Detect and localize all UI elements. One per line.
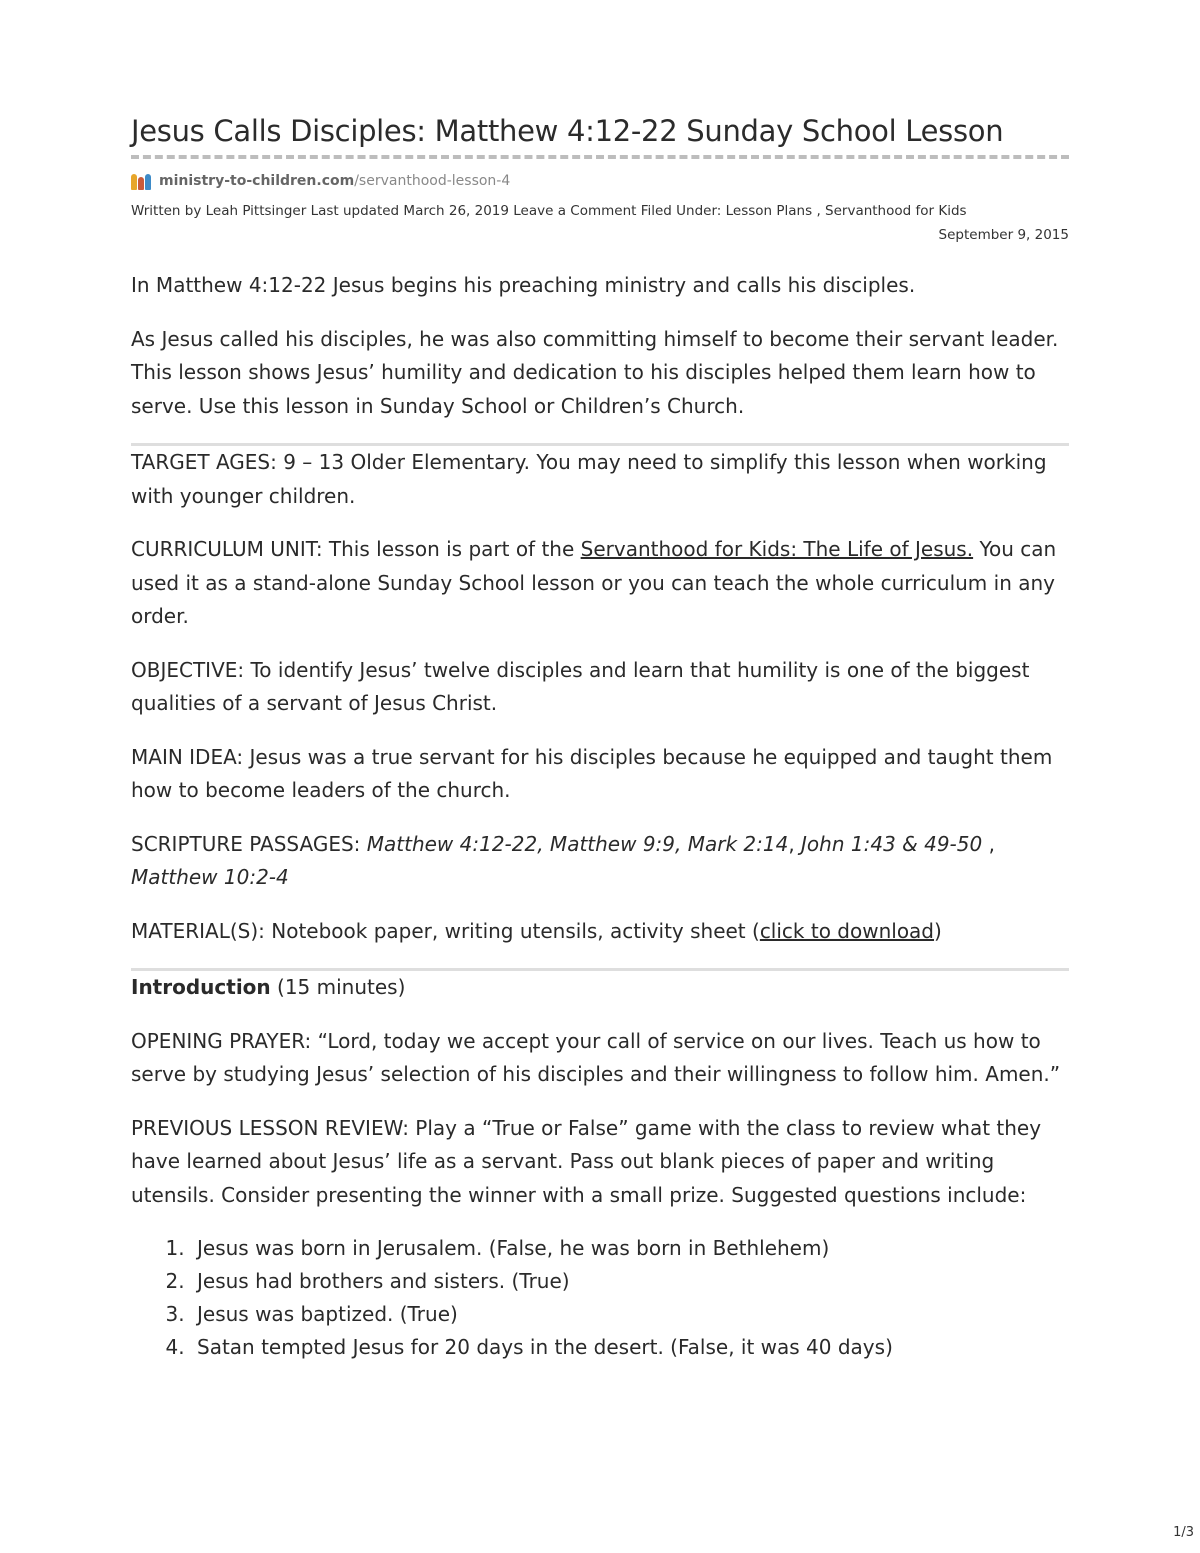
list-item: 3. Jesus was baptized. (True)	[191, 1298, 1069, 1331]
article	[131, 110, 1069, 1364]
title-divider	[131, 155, 1069, 159]
target-ages: TARGET AGES: 9 – 13 Older Elementary. You may need to simplify this lesson when working with younger children.	[131, 450, 1047, 508]
opening-prayer: OPENING PRAYER: “Lord, today we accept your call of service on our lives. Teach us how to serve by studying Jesus’ selection of his disciples and their willingness to follow him. Amen.”	[131, 1028, 1061, 1086]
page-title: Jesus Calls Disciples: Matthew 4:12-22 Sunday School Lesson	[131, 114, 1004, 148]
scripture-passages: SCRIPTURE PASSAGES: Matthew 4:12-22, Matthew 9:9, Mark 2:14, John 1:43 & 49-50 , Matthew 10:2-4	[131, 831, 995, 889]
intro-paragraph-2: As Jesus called his disciples, he was also committing himself to become their servant leader. This lesson shows Jesus’ humility and dedication to his disciples helped them learn how to serve. Use this lesson in Sunday School or Children’s Church.	[131, 326, 1059, 418]
publish-date: September 9, 2015	[938, 227, 1069, 243]
section-heading: Introduction (15 minutes)	[131, 975, 406, 999]
objective: OBJECTIVE: To identify Jesus’ twelve disciples and learn that humility is one of the biggest qualities of a servant of Jesus Christ.	[131, 657, 1030, 715]
list-item: 4. Satan tempted Jesus for 20 days in the desert. (False, it was 40 days)	[191, 1331, 1069, 1364]
source-path: /servanthood-lesson-4	[354, 173, 511, 189]
site-logo-icon	[131, 172, 153, 190]
source-link[interactable]	[131, 171, 1069, 191]
curriculum-unit: CURRICULUM UNIT: This lesson is part of the Servanthood for Kids: The Life of Jesus. You can used it as a stand-alone Sunday School lesson or you can teach the whole curriculum in any order.	[131, 537, 1057, 628]
page-number: 1/3	[1173, 1525, 1194, 1540]
source-domain: ministry-to-children.com	[159, 173, 355, 189]
intro-paragraph: In Matthew 4:12-22 Jesus begins his preaching ministry and calls his disciples.	[131, 273, 916, 297]
lesson-review: PREVIOUS LESSON REVIEW: Play a “True or False” game with the class to review what they have learned about Jesus’ life as a servant. Pass out blank pieces of paper and writing utensils. Consider presenting the winner with a small prize. Suggested questions include:	[131, 1115, 1042, 1207]
list-item: 2. Jesus had brothers and sisters. (True)	[191, 1265, 1069, 1298]
main-idea: MAIN IDEA: Jesus was a true servant for his disciples because he equipped and taught them how to become leaders of the church.	[131, 744, 1053, 802]
article-meta: Written by Leah Pittsinger Last updated March 26, 2019 Leave a Comment Filed Under: Lesson Plans , Servanthood for Kids	[131, 203, 967, 219]
download-link[interactable]: click to download	[759, 918, 935, 943]
list-item: 1. Jesus was born in Jerusalem. (False, he was born in Bethlehem)	[191, 1232, 1069, 1265]
materials: MATERIAL(S): Notebook paper, writing utensils, activity sheet (click to download)	[131, 918, 942, 943]
question-list	[131, 1232, 1069, 1364]
curriculum-link[interactable]: Servanthood for Kids: The Life of Jesus.	[580, 537, 974, 561]
